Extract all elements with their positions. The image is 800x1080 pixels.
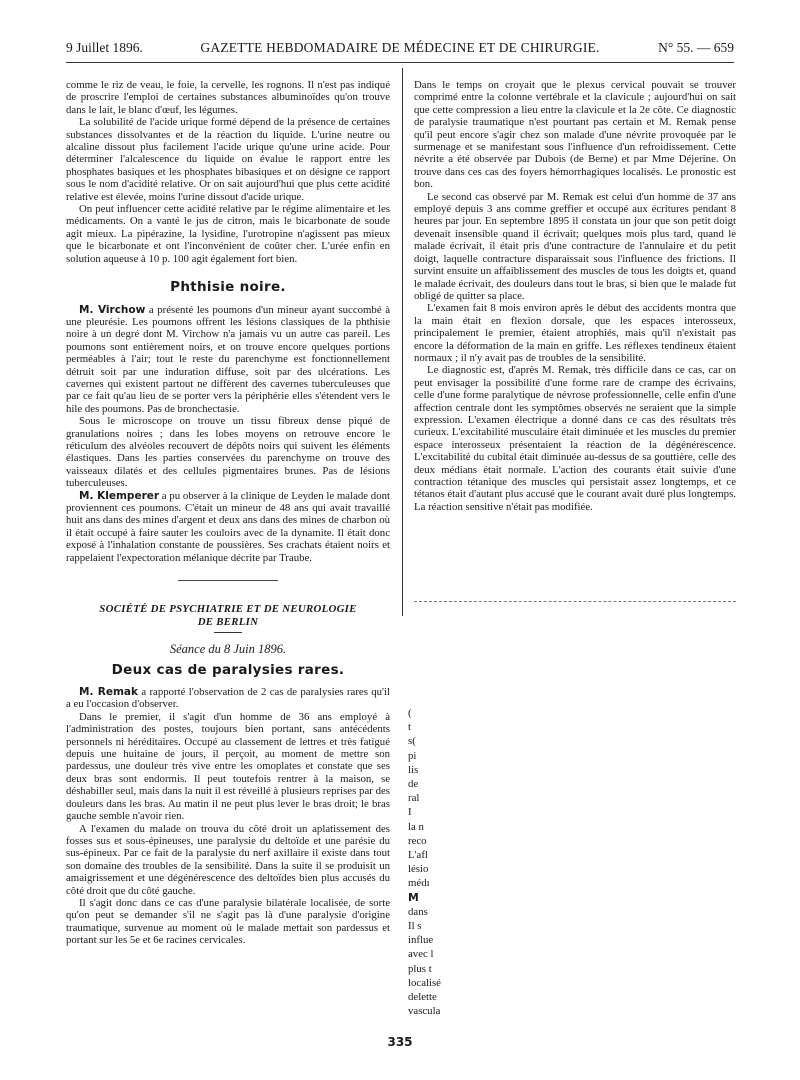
- paragraph: Sous le microscope on trouve un tissu fibreux dense piqué de granulations noires ; dans les lobes moyens on retrouve encore le réticulum des alvéoles recouvert de dépôts noirs qui suivent les éléments élastiques. Dans les parties conservées du parenchyme on trouve des vaisseaux dilatés et des cellules pigmentaires brunes. Pas de lésions tuberculeuses.: [66, 415, 390, 490]
- paragraph: Dans le temps on croyait que le plexus cervical pouvait se trouver comprimé entre la colonne vertébrale et la clavicule ; aujourd'hui on sait que cette compression a lieu entre la clavicule et la 2e côte. Ce diagnostic de paralysie traumatique n'est pourtant pas certain et M. Remak pense qu'il peut encore s'agir chez son malade d'une névrite provoquée par le surmenage et se manifestant sous l'influence d'un refroidissement. Cette névrite a été observée par Dubois (de Berne) et par Mme Déjerine. On trouve dans ces cas des foyers hémorrhagiques localisés. Le pronostic est bon.: [414, 79, 736, 191]
- paragraph: comme le riz de veau, le foie, la cervelle, les rognons. Il n'est pas indiqué de proscrire l'emploi de certaines substances albuminoïdes qu'on trouve dans le lait, le blanc d'œuf, les légumes.: [66, 79, 390, 116]
- fragment: la n: [408, 820, 424, 833]
- fragment: delette: [408, 991, 437, 1004]
- fragment: dans: [408, 905, 428, 918]
- author-name: M. Virchow: [79, 303, 146, 316]
- header-rule: [66, 62, 734, 63]
- paragraph-text: a rapporté l'observation de 2 cas de paralysies rares qu'il a eu l'occasion d'observer.: [66, 686, 391, 711]
- paragraph: [66, 304, 390, 416]
- right-column: [414, 79, 736, 513]
- right-column-separator: [414, 601, 736, 602]
- section-heading-phthisie: Phthisie noire.: [170, 279, 286, 296]
- fragment: lésio: [408, 863, 429, 876]
- fragment: lis: [408, 763, 419, 776]
- society-line: DE BERLIN: [197, 615, 259, 628]
- paragraph: L'examen fait 8 mois environ après le début des accidents montra que la main était en flexion dorsale, que les espaces interosseux, principalement le premier, étaient atrophiés, mais qu'il n'existait pas encore la déformation de la main en griffe. Les réflexes tendineux étaient normaux ; il n'y avait pas de troubles de la sensibilité.: [414, 302, 736, 364]
- author-name: M. Klemperer: [79, 489, 160, 502]
- fragment: localisé: [408, 976, 441, 989]
- fragment: avec l: [408, 948, 434, 961]
- fragment: I: [408, 806, 412, 819]
- fragment: reco: [408, 834, 427, 847]
- running-header: [66, 38, 734, 58]
- fragment: plus t: [408, 962, 432, 975]
- fragment: vascula: [408, 1005, 441, 1018]
- fragment: de: [408, 778, 419, 791]
- fragment: influe: [408, 934, 434, 947]
- journal-title: GAZETTE HEBDOMADAIRE DE MÉDECINE ET DE CHIRURGIE.: [200, 40, 600, 55]
- paragraph: A l'examen du malade on trouva du côté droit un aplatissement des fosses sus et sous-épineuses, une paralysie du deltoïde et une parésie du sus-épineux. Par ce fait de la paralysie du nerf axillaire il existe dans tout son domaine des troubles de la sensibilité. Dans la suite il se produisit un amaigrissement et une dégénérescence des deltoïdes bien plus accusés du côté droit que du côté gauche.: [66, 822, 390, 897]
- fragment: s(: [408, 735, 416, 748]
- fragment: pi: [408, 749, 417, 762]
- paragraph: Il s'agit donc dans ce cas d'une paralysie bilatérale localisée, de sorte qu'on peut se demander s'il ne s'agit pas là d'une paralysie d'origine traumatique, survenue au moment où le malade mettait son pardessus et portant sur les 5e et 6e racines cervicales.: [66, 896, 390, 947]
- fragment: L'afl: [408, 849, 428, 862]
- page-number: 335: [387, 1035, 413, 1049]
- fragment: M: [408, 890, 419, 904]
- section-heading-paralysies: Deux cas de paralysies rares.: [111, 661, 345, 678]
- paragraph-text: a pu observer à la clinique de Leyden le malade dont proviennent ces poumons. C'était un mineur de 48 ans qui avait travaillé huit ans dans des mines d'argent et deux ans dans des mines de charbon où il était occupé à faire sauter les couloirs avec de la dynamite. Il était donc exposé à l'inhalation constante de poussières. Ses crachats étaient noirs et rappelaient l'expectoration mélanique décrite par Traube.: [66, 489, 390, 564]
- column-divider: [402, 68, 403, 616]
- paragraph: Le second cas observé par M. Remak est celui d'un homme de 37 ans employé depuis 3 ans comme greffier et occupé aux écritures pendant 8 heures par jour. En septembre 1895 il constata un jour que son petit doigt devenait insensible quand il écrivait; quelques mois plus tard, quand le malade écrivait, il était pris d'une contracture de l'annulaire et du petit doigt, laquelle contracture disparaissait sous l'influence des frictions. Il survint ensuite un affaiblissement des muscles de tous les doigts et, quand le malade écrivait, des douleurs dans tout le bras, si bien que le malade fut obligé de quitter sa place.: [414, 190, 736, 302]
- paragraph: La solubilité de l'acide urique formé dépend de la présence de certaines substances dissolvantes et de la réaction du liquide. L'urine neutre ou alcaline dissout plus facilement l'acide urique qu'une urine acide. Pour déterminer l'alcalescence du liquide on évalue le rapport entre les phosphates basiques et les phosphates bibasiques et on désigne ce rapport sous le nom d'acidité relative. Or on sait aujourd'hui que plus cette acidité relative est élevée, moins l'urine dissout d'acide urique.: [66, 116, 390, 203]
- section-separator: [178, 580, 278, 581]
- paragraph: Le diagnostic est, d'après M. Remak, très difficile dans ce cas, car on peut envisager la possibilité d'une forme rare de crampe des écrivains, celle d'une forme paralytique de névrose professionnelle, celle enfin d'une affection centrale dont les symptômes observés ne seraient que la simple expression. L'examen électrique a donné dans ce cas des résultats très curieux. L'excitabilité musculaire était diminuée et les muscles du premier espace interosseux présentaient la réaction de la dégénérescence. L'excitabilité du cubital était diminuée au-dessus de sa gouttière, celle des deux médians était normale. L'action des courants était suivie d'une contraction tétanique des muscles qui persistait assez longtemps, et ce tétanos était d'autant plus accusé que le courant avait duré plus longtemps. La réaction sensitive n'était pas modifiée.: [414, 364, 736, 513]
- session-date: Séance du 8 Juin 1896.: [169, 642, 287, 657]
- author-name: M. Remak: [79, 686, 138, 699]
- bleed-through-fragments: [408, 706, 468, 1018]
- issue-number: N° 55. — 659: [658, 40, 734, 55]
- fragment: Il s: [408, 920, 422, 933]
- paragraph-text: a présenté les poumons d'un mineur ayant succombé à une pleurésie. Les poumons offrent les lésions classiques de la phthisie noire à un degré dont M. Virchow n'a jamais vu un autre cas pareil. Les poumons sont entièrement noirs, et on trouve encore quelques portions perméables à l'air; tout le reste du parenchyme est fonctionnellement détruit soit par une induration diffuse, soit par des ulcérations. Les cavernes qui existent partout ne diffèrent des cavernes tuberculeuses que par ce fait qu'au lieu de se porter vers la périphérie elles s'étendent vers le hile des poumons. Pas de bronchectasie.: [66, 303, 390, 415]
- paragraph: [66, 686, 390, 711]
- paragraph: On peut influencer cette acidité relative par le régime alimentaire et les médicaments. On a vanté le jus de citron, mais le bicarbonate de soude agit mieux. La pipérazine, la lysidine, l'urotropine n'agissent pas mieux que le bicarbonate et ont l'inconvénient de coûter cher. L'urée enfin en solution aqueuse à 10 p. 100 agit également fort bien.: [66, 203, 390, 265]
- society-rule: [214, 632, 242, 633]
- paragraph: [66, 490, 390, 564]
- fragment: médı: [408, 877, 430, 890]
- fragment: (: [408, 707, 412, 719]
- society-title: [66, 603, 390, 628]
- issue-date: 9 Juillet 1896.: [66, 40, 143, 55]
- fragment: ral: [408, 792, 420, 805]
- left-column: [66, 79, 390, 947]
- society-line: SOCIÉTÉ DE PSYCHIATRIE ET DE NEUROLOGIE: [99, 603, 357, 616]
- fragment: t: [408, 721, 411, 734]
- paragraph: Dans le premier, il s'agit d'un homme de 36 ans employé à l'administration des postes, toujours bien portant, sans antécédents personnels ni héréditaires. Occupé au classement de lettres et très fatigué depuis une huitaine de jours, il perçoit, au moment de mettre son pardessus, une douleur très vive entre les omoplates et constate que ses deux bras sont endormis. Il peut toutefois rentrer à la maison, se déshabiller seul, mais dans la nuit il est réveillé à plusieurs reprises par des douleurs dans les bras. Au matin il ne peut plus lever le bras droit; le bras gauche semble n'avoir rien.: [66, 710, 390, 823]
